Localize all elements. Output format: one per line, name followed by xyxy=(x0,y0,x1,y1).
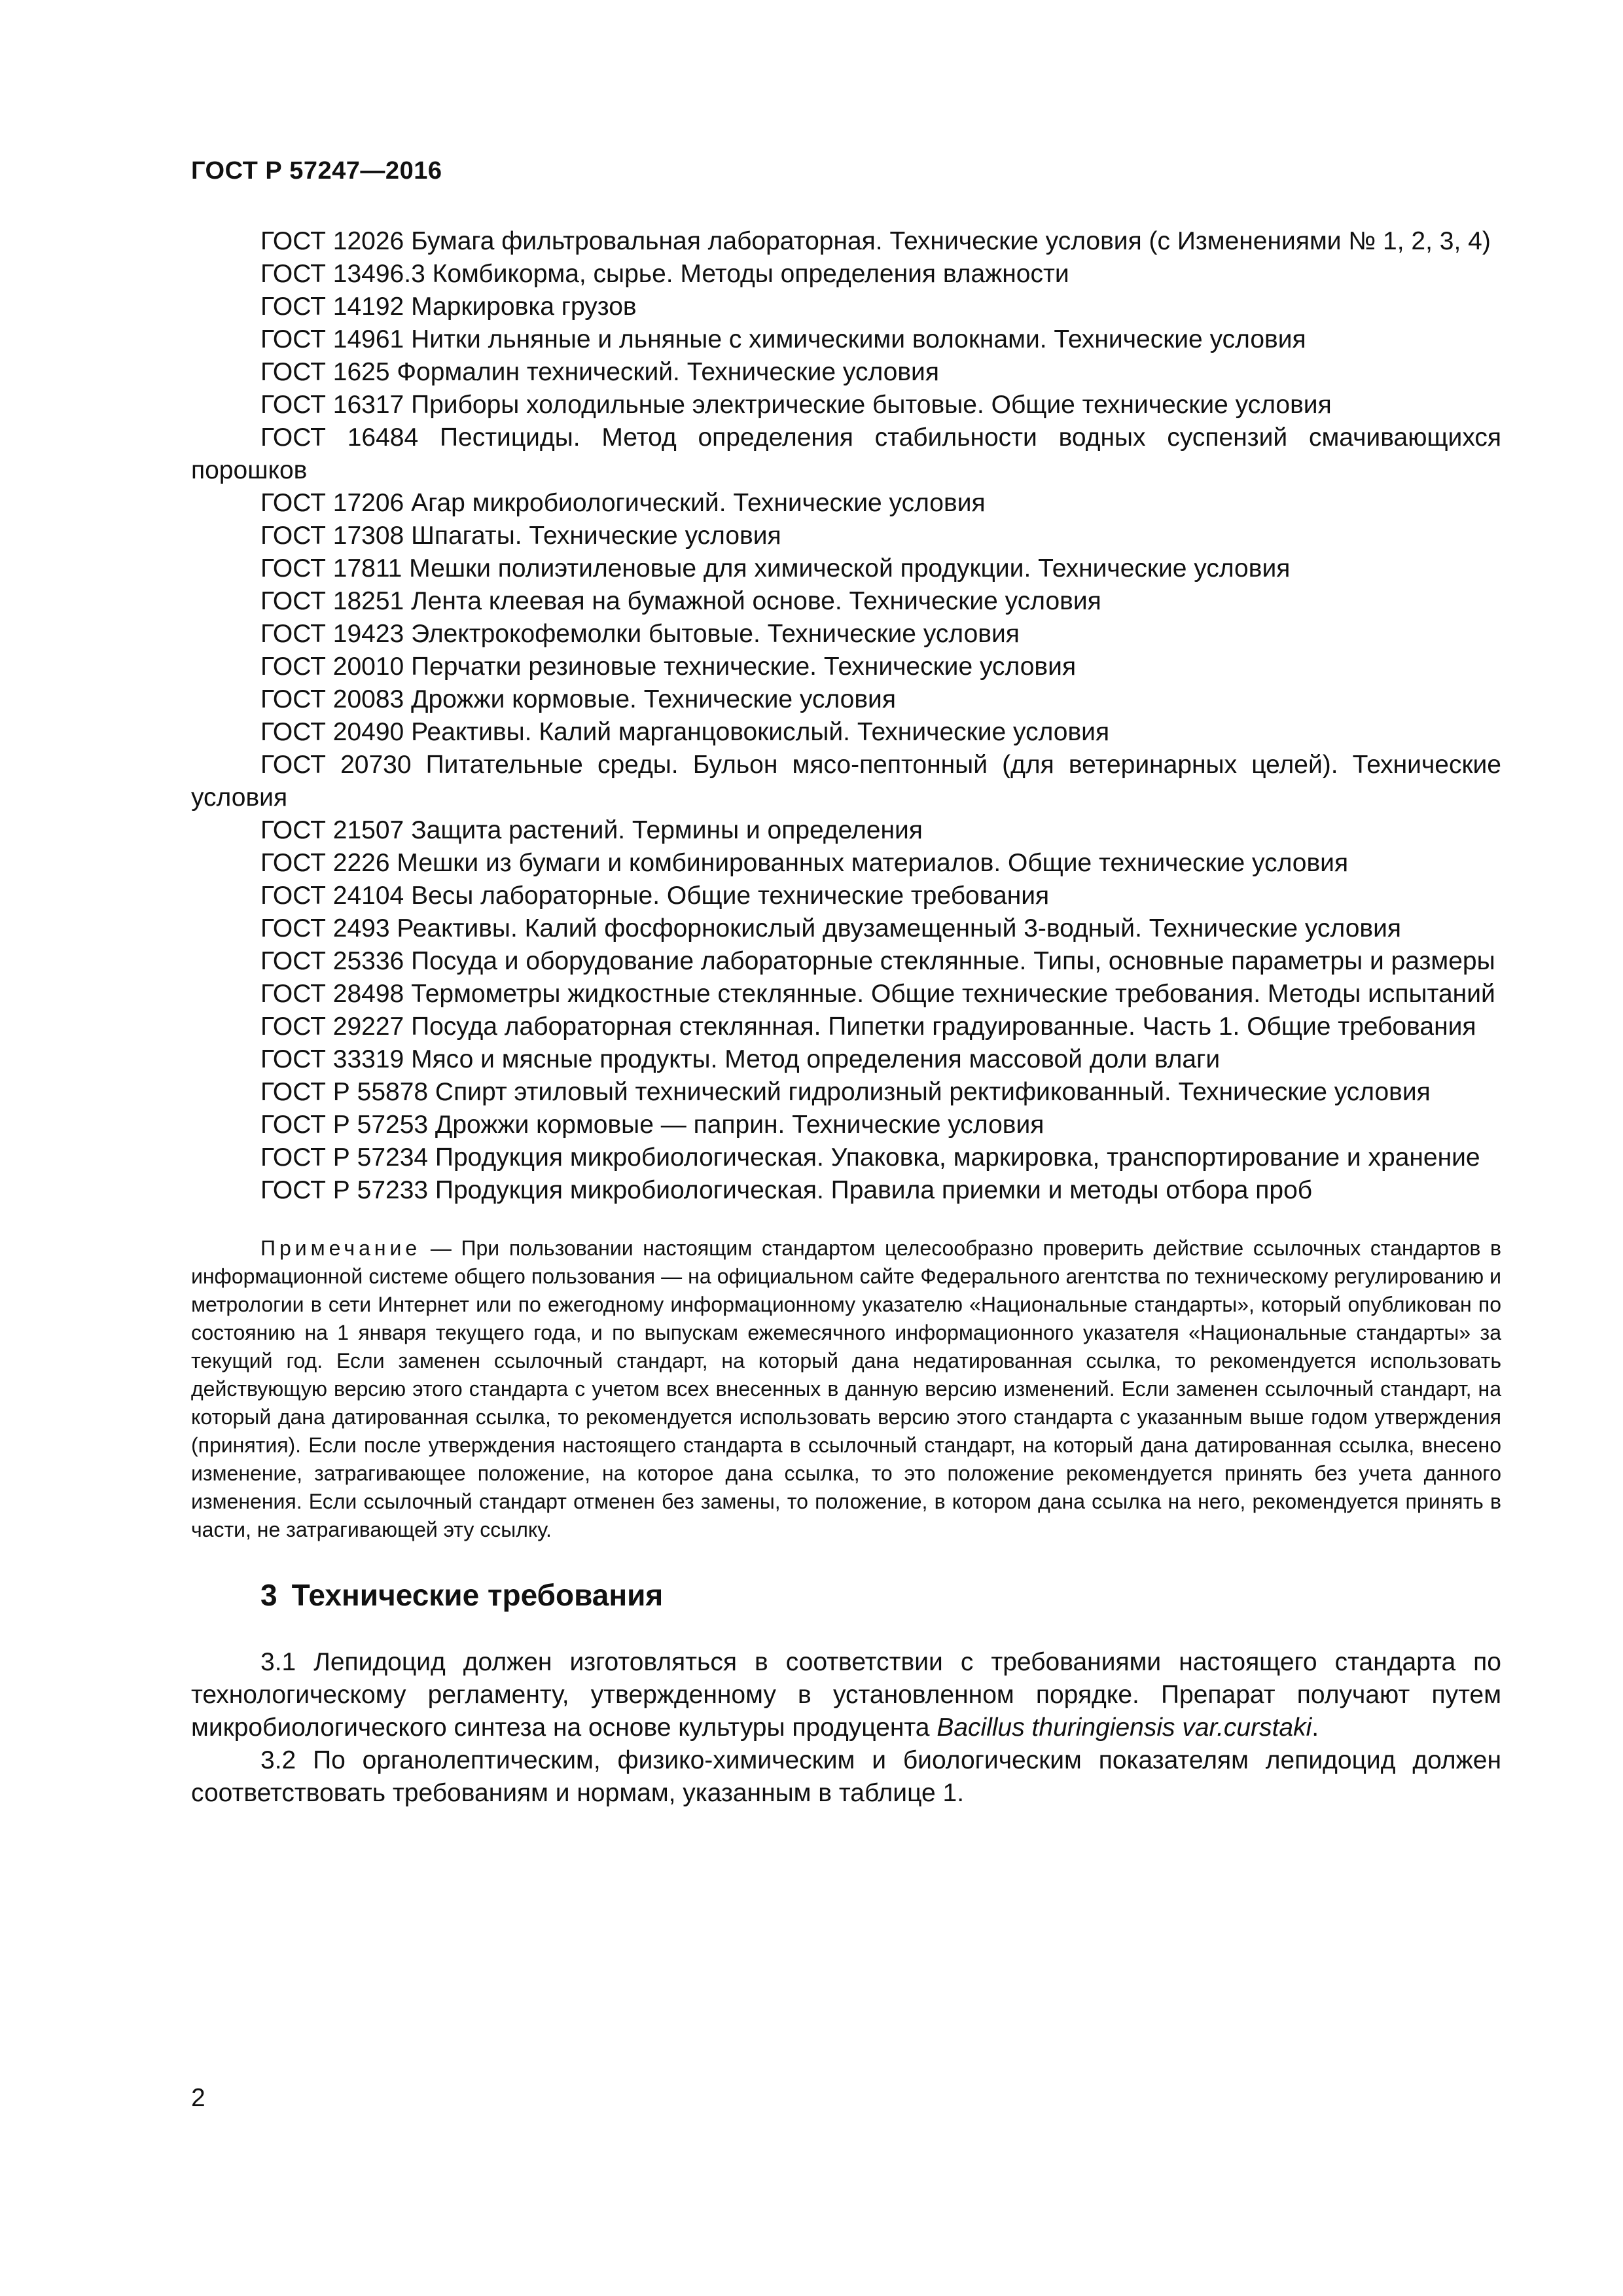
section-title: Технические требования xyxy=(291,1578,664,1612)
reference-item: ГОСТ 13496.3 Комбикорма, сырье. Методы определения влажности xyxy=(260,260,1069,288)
reference-item: ГОСТ 2493 Реактивы. Калий фосфорнокислый двузамещенный 3-водный. Технические условия xyxy=(260,914,1402,942)
reference-item: ГОСТ 1625 Формалин технический. Технические условия xyxy=(260,358,939,386)
reference-item: ГОСТ Р 57234 Продукция микробиологическая. Упаковка, маркировка, транспортирование и хранение xyxy=(260,1143,1480,1172)
reference-item: ГОСТ 19423 Электрокофемолки бытовые. Технические условия xyxy=(260,620,1020,648)
organism-name: Bacillus thuringiensis var.curstaki xyxy=(936,1713,1312,1742)
reference-item: ГОСТ 20490 Реактивы. Калий марганцовокислый. Технические условия xyxy=(260,718,1110,746)
reference-item: ГОСТ 16484 Пестициды. Метод определения стабильности водных суспензий смачивающихся порошков xyxy=(191,423,1501,484)
page-number: 2 xyxy=(191,2084,205,2112)
reference-item: ГОСТ 17308 Шпагаты. Технические условия xyxy=(260,522,781,550)
reference-item: ГОСТ 20010 Перчатки резиновые технические. Технические условия xyxy=(260,653,1077,681)
section-heading xyxy=(260,1575,1501,1615)
reference-item: ГОСТ 25336 Посуда и оборудование лабораторные стеклянные. Типы, основные параметры и размеры xyxy=(260,947,1495,975)
note-label: Примечание xyxy=(260,1236,421,1260)
reference-item: ГОСТ Р 57253 Дрожжи кормовые — паприн. Технические условия xyxy=(260,1111,1044,1139)
paragraph-3-1 xyxy=(191,1646,1501,1744)
page-header: ГОСТ Р 57247—2016 xyxy=(191,157,442,185)
reference-item: ГОСТ 14961 Нитки льняные и льняные с химическими волокнами. Технические условия xyxy=(260,325,1306,353)
reference-item: ГОСТ 17206 Агар микробиологический. Технические условия xyxy=(260,489,986,517)
reference-item: ГОСТ 16317 Приборы холодильные электрические бытовые. Общие технические условия xyxy=(260,391,1332,419)
reference-item: ГОСТ 20083 Дрожжи кормовые. Технические условия xyxy=(260,685,896,713)
reference-item: ГОСТ 12026 Бумага фильтровальная лабораторная. Технические условия (с Изменениями № 1, 2, 3, 4) xyxy=(260,227,1491,255)
reference-item: ГОСТ 2226 Мешки из бумаги и комбинированных материалов. Общие технические условия xyxy=(260,849,1349,877)
reference-item: ГОСТ 24104 Весы лабораторные. Общие технические требования xyxy=(260,882,1050,910)
reference-item: ГОСТ 33319 Мясо и мясные продукты. Метод определения массовой доли влаги xyxy=(260,1045,1221,1073)
note-block xyxy=(191,1234,1501,1544)
reference-item: ГОСТ 21507 Защита растений. Термины и определения xyxy=(260,816,923,844)
reference-item: ГОСТ Р 57233 Продукция микробиологическая. Правила приемки и методы отбора проб xyxy=(260,1176,1313,1204)
section-number: 3 xyxy=(260,1578,277,1612)
paragraph-end: . xyxy=(1311,1713,1319,1742)
reference-item: ГОСТ Р 55878 Спирт этиловый технический гидролизный ректификованный. Технические условия xyxy=(260,1078,1431,1106)
paragraph-text: 3.1 Лепидоцид должен изготовляться в соответствии с требованиями настоящего стандарта по технологическому регламенту, утвержденному в установленном порядке. Препарат получают путем микробиологического синтеза на основе культуры продуцента xyxy=(191,1648,1501,1742)
note-text: — При пользовании настоящим стандартом целесообразно проверить действие ссылочных стандартов в информационной системе общего пользования — на официальном сайте Федерального агентства по техническому регулированию и метрологии в сети Интернет или по ежегодному информационному указателю «Национальные стандарты», который опубликован по состоянию на 1 января текущего года, и по выпускам ежемесячного информационного указателя «Национальные стандарты» за текущий год. Если заменен ссылочный стандарт, на который дана недатированная ссылка, то рекомендуется использовать действующую версию этого стандарта с учетом всех внесенных в данную версию изменений. Если заменен ссылочный стандарт, на который дана датированная ссылка, то рекомендуется использовать версию этого стандарта с указанным выше годом утверждения (принятия). Если после утверждения настоящего стандарта в ссылочный стандарт, на который дана датированная ссылка, внесено изменение, затрагивающее положение, на которое дана ссылка, то это положение рекомендуется принять без учета данного изменения. Если ссылочный стандарт отменен без замены, то положение, в котором дана ссылка на него, рекомендуется принять в части, не затрагивающей эту ссылку. xyxy=(191,1236,1501,1541)
reference-item: ГОСТ 17811 Мешки полиэтиленовые для химической продукции. Технические условия xyxy=(260,554,1291,583)
reference-item: ГОСТ 29227 Посуда лабораторная стеклянная. Пипетки градуированные. Часть 1. Общие требования xyxy=(260,1013,1476,1041)
reference-item: ГОСТ 18251 Лента клеевая на бумажной основе. Технические условия xyxy=(260,587,1101,615)
page-content xyxy=(191,225,1501,1810)
reference-item: ГОСТ 14192 Маркировка грузов xyxy=(260,293,637,321)
normative-references-list xyxy=(191,225,1501,1207)
reference-item: ГОСТ 20730 Питательные среды. Бульон мясо-пептонный (для ветеринарных целей). Технические условия xyxy=(191,751,1501,812)
reference-item: ГОСТ 28498 Термометры жидкостные стеклянные. Общие технические требования. Методы испытаний xyxy=(260,980,1495,1008)
paragraph-3-2: 3.2 По органолептическим, физико-химическим и биологическим показателям лепидоцид должен соответствовать требованиям и нормам, указанным в таблице 1. xyxy=(191,1746,1501,1807)
